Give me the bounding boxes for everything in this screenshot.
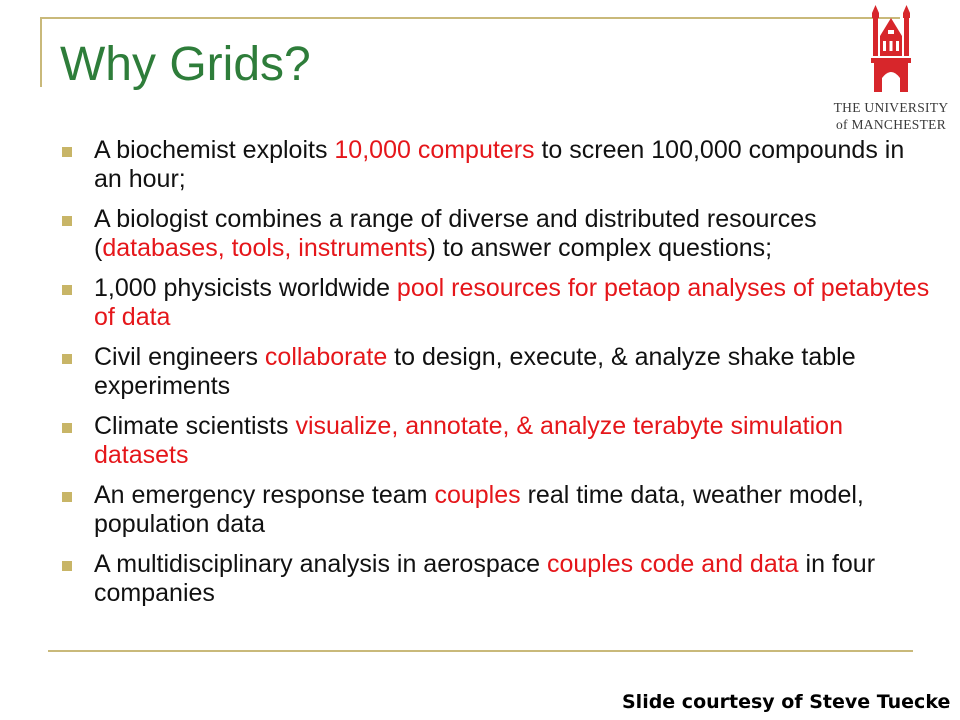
logo-text-university: THE UNIVERSITY — [833, 100, 949, 115]
square-bullet-icon — [62, 147, 72, 157]
slide-credit: Slide courtesy of Steve Tuecke — [622, 691, 951, 713]
title-frame-top-line — [40, 17, 900, 19]
bullet-item — [60, 205, 935, 263]
bullet-text: A biologist combines a range of diverse and distributed resources ( — [94, 205, 817, 262]
highlighted-text: visualize, annotate, & analyze terabyte simulation datasets — [94, 412, 843, 469]
bullet-text: 1,000 physicists worldwide — [94, 274, 397, 302]
content-frame-bottom-line — [48, 650, 913, 652]
title-frame-left-line — [40, 17, 42, 87]
bullet-list — [60, 136, 935, 619]
square-bullet-icon — [62, 561, 72, 571]
bullet-item — [60, 136, 935, 194]
bullet-text: Climate scientists — [94, 412, 296, 440]
highlighted-text: collaborate — [264, 343, 388, 371]
bullet-text: real time data, weather model, population data — [94, 481, 864, 538]
square-bullet-icon — [62, 492, 72, 502]
bullet-item — [60, 481, 935, 539]
bullet-text: Civil engineers — [94, 343, 265, 371]
university-logo — [826, 4, 956, 140]
bullet-text: An emergency response team — [94, 481, 435, 509]
university-crest-icon — [868, 4, 914, 96]
bullet-text: A biochemist exploits — [94, 136, 335, 164]
square-bullet-icon — [62, 423, 72, 433]
slide-title: Why Grids? — [60, 38, 311, 91]
bullet-text: to screen 100,000 compounds in an hour; — [94, 136, 905, 193]
bullet-text: to design, execute, & analyze shake table experiments — [94, 343, 856, 400]
bullet-text: in four companies — [94, 550, 876, 607]
highlighted-text: databases, tools, instruments — [102, 234, 428, 262]
highlighted-text: pool resources for petaop analyses of petabytes of data — [94, 274, 930, 331]
square-bullet-icon — [62, 285, 72, 295]
highlighted-text: 10,000 computers — [334, 136, 535, 164]
highlighted-text: couples — [434, 481, 521, 509]
square-bullet-icon — [62, 354, 72, 364]
bullet-text: A multidisciplinary analysis in aerospace — [94, 550, 547, 578]
bullet-item — [60, 550, 935, 608]
bullet-item — [60, 274, 935, 332]
square-bullet-icon — [62, 216, 72, 226]
bullet-text: ) to answer complex questions; — [427, 234, 773, 262]
highlighted-text: couples code and data — [547, 550, 799, 578]
bullet-item — [60, 412, 935, 470]
bullet-item — [60, 343, 935, 401]
logo-text-manchester: of MANCHESTER — [835, 117, 947, 132]
